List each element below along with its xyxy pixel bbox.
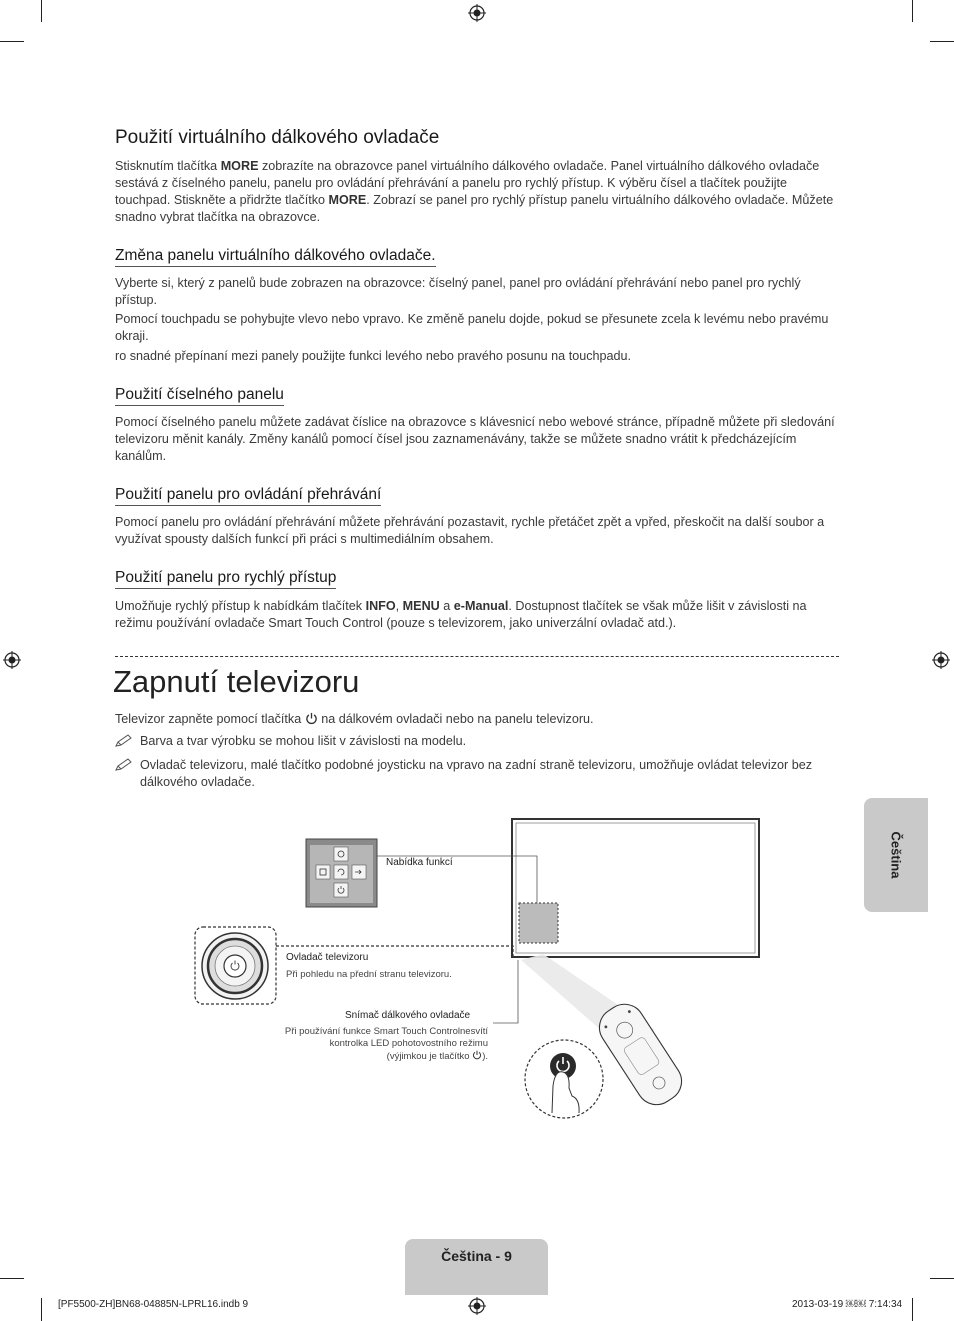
more-button-name: MORE	[220, 159, 259, 173]
change-panel-paragraph-3: ro snadné přepínaní mezi panely použijte funkci levého nebo pravého posunu na touchpadu.	[115, 349, 632, 363]
power-icon	[472, 1050, 482, 1060]
playback-panel-paragraph: Pomocí panelu pro ovládání přehrávání můžete přehrávání pozastavit, rychle přetáčet zpět a vpřed, přeskočit na další soubor a využívat spousty dalších funkcí při práci s multimediálním obsahem.	[115, 515, 825, 546]
text-run: a	[439, 599, 454, 613]
label-tv-controller-sub: Při pohledu na přední stranu televizoru.	[286, 969, 452, 980]
footer-timestamp: 2013-03-19 ￼￼ 7:14:34	[792, 1299, 903, 1310]
more-button-name: MORE	[328, 193, 367, 207]
number-panel-paragraph: Pomocí číselného panelu můžete zadávat číslice na obrazovce s klávesnicí nebo webové stránce, případně můžete při sledování televizoru měnit kanály. Změny kanálů pomocí čísel jsou zaznamenávány, takže se můžete snadno vrátit k předcházejícím kanálům.	[115, 415, 835, 463]
text-run: na dálkovém ovladači nebo na panelu televizoru.	[317, 712, 594, 726]
note-1-text: Barva a tvar výrobku se mohou lišit v závislosti na modelu.	[140, 734, 467, 748]
section-title-number-panel: Použití číselného panelu	[115, 386, 284, 406]
text-run: Umožňuje rychlý přístup k nabídkám tlačítek	[115, 599, 366, 613]
tv-control-area	[519, 903, 558, 943]
change-panel-paragraph-1: Vyberte si, který z panelů bude zobrazen na obrazovce: číselný panel, panel pro ovládání přehrávání nebo panel pro rychlý přístup.	[115, 276, 801, 307]
label-remote-sensor: Snímač dálkového ovladače	[345, 1010, 471, 1021]
section-title-playback-panel: Použití panelu pro ovládání přehrávání	[115, 486, 381, 506]
page-title-power-on: Zapnutí televizoru	[113, 664, 360, 699]
info-button-name: INFO	[365, 599, 396, 613]
text-run: . Dostupnost tlačítek se však může lišit v závislosti na režimu používání ovladače Smart Touch Control (pouze s televizorem, jako univerzální ovladač atd.).	[115, 599, 807, 630]
sensor-sub-line-1: Při používání funkce Smart Touch Controlnesvítí	[284, 1026, 488, 1037]
sensor-sub-line-2: kontrolka LED pohotovostního režimu	[329, 1038, 488, 1049]
text-run: Stisknutím tlačítka	[115, 159, 221, 173]
language-side-tab	[864, 798, 928, 912]
section-title-virtual-remote: Použití virtuálního dálkového ovladače	[115, 127, 440, 148]
text-run: zobrazíte na obrazovce panel virtuálního dálkového ovladače. Panel virtuálního dálkového ovladače sestává z číselného panelu, panelu pro ovládání přehrávání a panelu pro rychlý přístup. K výběru čísel a tlačítek použijte touchpad. Stiskněte a přidržte tlačítko	[115, 159, 820, 207]
menu-button-name: MENU	[402, 599, 440, 613]
text-run: ).	[482, 1051, 488, 1062]
note-2-text: Ovladač televizoru, malé tlačítko podobné joysticku na vpravo na zadní straně televizoru, umožňuje ovládat televizor bez dálkového ovladače.	[140, 758, 813, 789]
text-run: Televizor zapněte pomocí tlačítka	[115, 712, 305, 726]
text-run: ,	[395, 599, 403, 613]
label-function-menu: Nabídka funkcí	[386, 857, 453, 868]
sensor-sub-line-3	[238, 1050, 488, 1063]
text-run: . Zobrazí se panel pro rychlý přístup panelu virtuálního dálkového ovladače. Můžete snadno vybrat tlačítka na obrazovce.	[115, 193, 834, 224]
section-title-quick-panel: Použití panelu pro rychlý přístup	[115, 569, 336, 589]
section-title-change-panel: Změna panelu virtuálního dálkového ovladače.	[115, 247, 436, 267]
remote-control	[592, 997, 689, 1113]
page-number-label: Čeština - 9	[441, 1248, 512, 1264]
change-panel-paragraph-2: Pomocí touchpadu se pohybujte vlevo nebo vpravo. Ke změně panelu dojde, pokud se přesunete zcela k levému nebo pravému okraji.	[115, 312, 829, 343]
label-remote-sensor-sub	[238, 1026, 488, 1063]
page-number-tab	[405, 1239, 548, 1295]
footer-file-name: [PF5500-ZH]BN68-04885N-LPRL16.indb 9	[58, 1299, 249, 1310]
emanual-button-name: e-Manual	[453, 599, 509, 613]
leader-line-sensor	[493, 960, 518, 1023]
text-run: (výjimkou je tlačítko	[386, 1051, 473, 1062]
language-side-tab-label: Čeština	[888, 831, 904, 879]
label-tv-controller: Ovladač televizoru	[286, 952, 369, 963]
